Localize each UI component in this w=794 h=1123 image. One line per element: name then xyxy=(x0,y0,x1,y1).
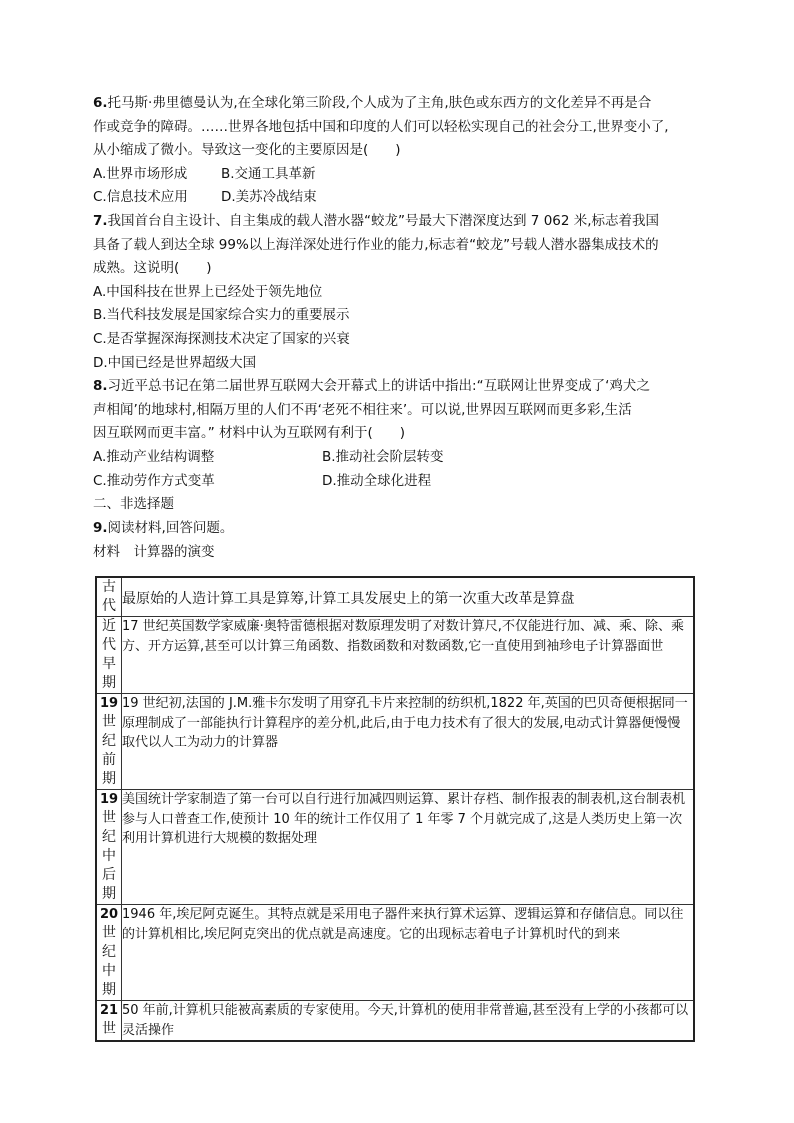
era-char: 纪 xyxy=(102,733,116,749)
era-char: 世 xyxy=(102,714,116,730)
era-char: 期 xyxy=(102,675,116,691)
era-cell xyxy=(96,905,122,1001)
q6-option-b[interactable]: B.交通工具革新 xyxy=(221,165,316,182)
era-char: 后 xyxy=(102,867,116,883)
table-row xyxy=(96,617,694,694)
era-char: 近 xyxy=(102,618,116,634)
q6-number: 6. xyxy=(93,95,108,111)
table-row xyxy=(96,1001,694,1042)
era-cell xyxy=(96,617,122,694)
q8-option-b[interactable]: B.推动社会阶层转变 xyxy=(322,448,444,465)
era-char: 中 xyxy=(102,848,116,864)
era-char: 中 xyxy=(102,963,116,979)
computer-evolution-table xyxy=(95,576,695,1042)
table-row xyxy=(96,694,694,790)
era-char: 古 xyxy=(102,579,116,595)
q6-options-row1 xyxy=(93,163,703,187)
era-char: 早 xyxy=(102,656,116,672)
q6-options-row2 xyxy=(93,186,703,210)
q7-stem-line3: 成熟。这说明( ) xyxy=(93,260,212,277)
q8-options-row1 xyxy=(93,446,703,470)
q8-stem-line2: 声相闻’的地球村,相隔万里的人们不再‘老死不相往来’。可以说,世界因互联网而更多彩,生活 xyxy=(93,401,632,418)
era-number: 19 xyxy=(99,792,119,807)
table-row xyxy=(96,577,694,617)
event-cell: 美国统计学家制造了第一台可以自行进行加减四则运算、累计存档、制作报表的制表机,这台制表机参与人口普查工作,使预计 10 年的统计工作仅用了 1 年零 7 个月就完成了,这是人类历史上第一次利用计算机进行大规模的数据处理 xyxy=(122,790,695,905)
q7-stem-line2: 具备了载人到达全球 99%以上海洋深处进行作业的能力,标志着“蛟龙”号载人潜水器集成技术的 xyxy=(93,236,659,253)
q6-option-d[interactable]: D.美苏冷战结束 xyxy=(221,189,317,206)
material-title: 材料 计算器的演变 xyxy=(93,544,215,561)
era-char: 世 xyxy=(102,1021,116,1037)
q8-option-d[interactable]: D.推动全球化进程 xyxy=(322,472,432,489)
q9-stem: 9.阅读材料,回答问题。 xyxy=(93,519,234,536)
era-char: 前 xyxy=(102,752,116,768)
exam-page xyxy=(93,92,703,565)
era-char: 纪 xyxy=(102,944,116,960)
era-cell xyxy=(96,694,122,790)
era-char: 期 xyxy=(102,771,116,787)
section-title: 二、非选择题 xyxy=(93,496,174,513)
era-cell xyxy=(96,1001,122,1042)
era-number: 20 xyxy=(99,907,119,922)
q7-option-c[interactable]: C.是否掌握深海探测技术决定了国家的兴衰 xyxy=(93,330,350,347)
era-char: 代 xyxy=(102,598,116,614)
q6-option-c[interactable]: C.信息技术应用 xyxy=(93,189,188,206)
q7-option-b[interactable]: B.当代科技发展是国家综合实力的重要展示 xyxy=(93,307,350,324)
event-cell: 最原始的人造计算工具是算筹,计算工具发展史上的第一次重大改革是算盘 xyxy=(122,577,695,617)
era-cell xyxy=(96,790,122,905)
era-number: 21 xyxy=(99,1003,119,1018)
event-cell: 17 世纪英国数学家威廉·奥特雷德根据对数原理发明了对数计算尺,不仅能进行加、减、乘、除、乘方、开方运算,甚至可以计算三角函数、指数函数和对数函数,它一直使用到袖珍电子计算器面世 xyxy=(122,617,695,694)
q8-stem-line3: 因互联网而更丰富。” 材料中认为互联网有利于( ) xyxy=(93,425,406,442)
era-char: 代 xyxy=(102,637,116,653)
q8-stem-line1: 8.习近平总书记在第二届世界互联网大会开幕式上的讲话中指出:“互联网让世界变成了‘鸡犬之 xyxy=(93,378,650,395)
q7-option-d[interactable]: D.中国已经是世界超级大国 xyxy=(93,354,257,371)
event-cell: 50 年前,计算机只能被高素质的专家使用。今天,计算机的使用非常普遍,甚至没有上学的小孩都可以灵活操作 xyxy=(122,1001,695,1042)
table-row xyxy=(96,790,694,905)
era-number: 19 xyxy=(99,696,119,711)
q8-options-row2 xyxy=(93,470,703,494)
era-char: 世 xyxy=(102,810,116,826)
era-char: 纪 xyxy=(102,829,116,845)
era-char: 世 xyxy=(102,925,116,941)
event-cell: 1946 年,埃尼阿克诞生。其特点就是采用电子器件来执行算术运算、逻辑运算和存储信息。同以往的计算机相比,埃尼阿克突出的优点就是高速度。它的出现标志着电子计算机时代的到来 xyxy=(122,905,695,1001)
q6-option-a[interactable]: A.世界市场形成 xyxy=(93,165,188,182)
q8-option-a[interactable]: A.推动产业结构调整 xyxy=(93,448,215,465)
q7-stem-line1: 7.我国首台自主设计、自主集成的载人潜水器“蛟龙”号最大下潜深度达到 7 062 米,标志着我国 xyxy=(93,212,660,229)
era-char: 期 xyxy=(102,982,116,998)
q6-stem-line2: 作或竞争的障碍。……世界各地包括中国和印度的人们可以轻松实现自己的社会分工,世界变小了, xyxy=(93,118,669,135)
q7-number: 7. xyxy=(93,212,108,229)
era-cell xyxy=(96,577,122,617)
event-cell: 19 世纪初,法国的 J.M.雅卡尔发明了用穿孔卡片来控制的纺织机,1822 年,英国的巴贝奇便根据同一原理制成了一部能执行计算程序的差分机,此后,由于电力技术有了很大的发展,电动式计算器便慢慢取代以人工为动力的计算器 xyxy=(122,694,695,790)
q6-stem-line1: 6.托马斯·弗里德曼认为,在全球化第三阶段,个人成为了主角,肤色或东西方的文化差异不再是合 xyxy=(93,95,652,111)
q7-option-a[interactable]: A.中国科技在世界上已经处于领先地位 xyxy=(93,283,323,300)
table-row xyxy=(96,905,694,1001)
q8-number: 8. xyxy=(93,378,108,395)
era-char: 期 xyxy=(102,886,116,902)
q9-number: 9. xyxy=(93,519,108,536)
q6-stem-line3: 从小缩成了微小。导致这一变化的主要原因是( ) xyxy=(93,142,401,159)
q8-option-c[interactable]: C.推动劳作方式变革 xyxy=(93,472,215,489)
